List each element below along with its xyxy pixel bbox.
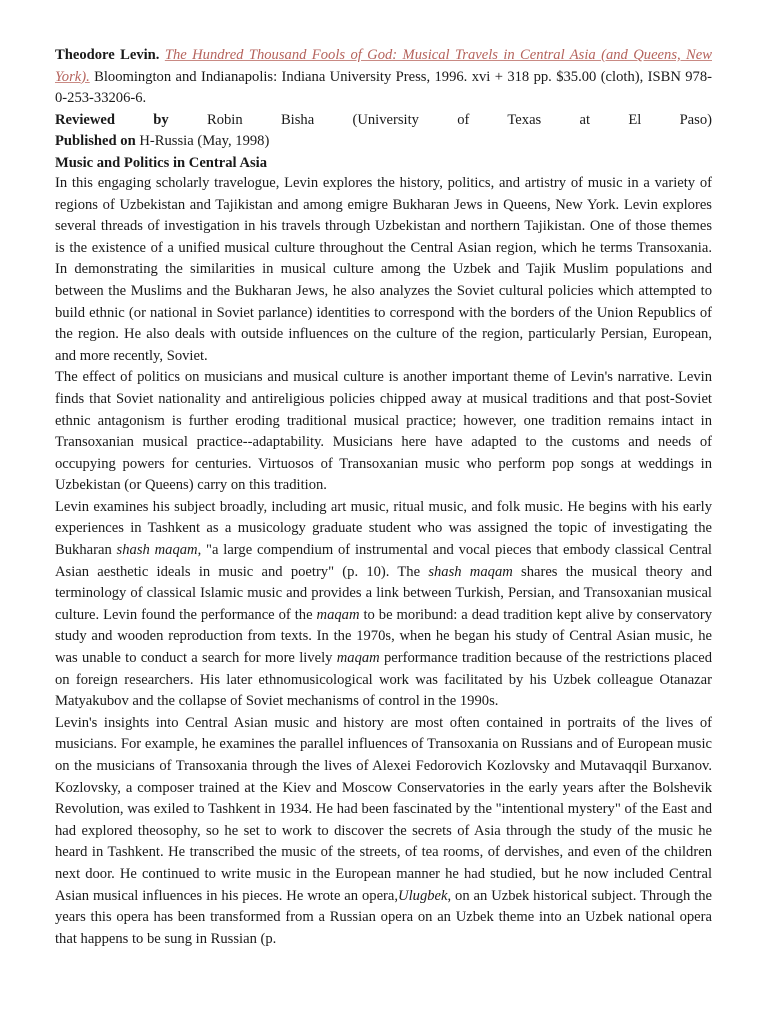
paragraph-3-text: shares the musical theory and terminology of classical Islamic music and provides a link between Turkish, Persian, and Transoxanian musical culture. Levin found the performance of the bbox=[55, 563, 712, 623]
reviewed-by-label: Reviewed by bbox=[55, 111, 169, 128]
term-shash-maqam: shash maqam bbox=[116, 542, 198, 559]
book-author-suffix: . bbox=[155, 47, 160, 63]
reviewed-by-line bbox=[55, 110, 712, 132]
published-on-label: Published on bbox=[55, 133, 136, 150]
paragraph-2: The effect of politics on musicians and musical culture is another important theme of Levin's narrative. Levin finds that Soviet nationality and antireligious policies chipped away at musical traditions and that post-Soviet ethnic antagonism is further eroding traditional musical practice; however, one tradition remains intact in Transoxanian musical practice--adaptability. Musicians here have adapted to the customs and needs of occupying powers for centuries. Virtuosos of Transoxanian music who perform pop songs at weddings in Uzbekistan (or Queens) carry on this tradition. bbox=[55, 369, 712, 494]
paragraph-4 bbox=[55, 713, 712, 951]
paragraph-1: In this engaging scholarly travelogue, Levin explores the history, politics, and artistry of music in a variety of regions of Uzbekistan and Tajikistan and among emigre Bukharan Jews in Queens, New York. Levin explores several threads of investigation in his travels through Uzbekistan and northern Tajikistan. One of those themes is the existence of a unified musical culture throughout the Central Asian region, which he terms Transoxania. In demonstrating the similarities in musical culture among the Uzbek and Tajik Muslim populations and between the Muslims and the Bukharan Jews, he also analyzes the Soviet cultural policies which attempted to build ethnic (or national in Soviet parlance) identities to correspond with the borders of the Union Republics of the region. He also deals with outside influences on the culture of the region, particularly Persian, European, and more recently, Soviet. bbox=[55, 174, 712, 364]
published-on-line bbox=[55, 131, 712, 153]
term-shash-maqam: shash maqam bbox=[428, 563, 513, 580]
section-heading: Music and Politics in Central Asia bbox=[55, 154, 268, 171]
paragraph-3-text: performance tradition because of the restrictions placed on foreign researchers. His later ethnomusicological work was facilitated by his Uzbek colleague Otanazar Matyakubov and the collapse of Soviet mechanisms of control in the 1990s. bbox=[55, 650, 713, 710]
book-title-link[interactable]: The Hundred Thousand Fools of God: Musical Travels in Central Asia (and Queens, New York). bbox=[55, 47, 712, 85]
reviewer: Robin Bisha (University of Texas at El Paso) bbox=[206, 111, 713, 128]
publication-details: Bloomington and Indianapolis: Indiana University Press, 1996. xvi + 318 pp. $35.00 (cloth), ISBN 978-0-253-33206-6. bbox=[55, 68, 712, 107]
published-on-value: H-Russia (May, 1998) bbox=[135, 133, 270, 150]
citation bbox=[55, 45, 712, 110]
paragraph-3-text: to be moribund: a dead tradition kept alive by conservatory study and wooden reproduction from texts. In the 1970s, when he began his study of Central Asian music, he was unable to conduct a search for more lively bbox=[55, 606, 713, 667]
paragraph-4-text: Levin's insights into Central Asian music and history are most often contained in portraits of the lives of musicians. For example, he examines the parallel influences of Transoxania on Russians and of European music on the musicians of Transoxania through the lives of Alexei Fedorovich Kozlovsky and Mutavaqqil Burxanov. Kozlovsky, a composer trained at the Kiev and Moscow Conservatories in the early years after the Bolshevik Revolution, was exiled to Tashkent in 1934. He had been fascinated by the "intentional mystery" of the East and had explored theosophy, so he set to work to discover the secrets of Asia through the study of the music he heard in Tashkent. He transcribed the music of the streets, of tea rooms, of dervishes, and even of the children next door. He continued to write music in the European manner he had studied, but he now included Central Asian musical influences in his pieces. He wrote an opera, bbox=[55, 714, 712, 904]
review-body bbox=[55, 45, 712, 950]
term-maqam: maqam bbox=[336, 650, 380, 667]
paragraph-3-text: Levin examines his subject broadly, including art music, ritual music, and folk music. He begins with his early experiences in Tashkent as a musicology graduate student who was assigned the topic of investigating the Bukharan bbox=[55, 498, 712, 559]
paragraph-3 bbox=[55, 497, 712, 713]
paragraph-4-text: , on an Uzbek historical subject. Through the years this opera has been transformed from a Russian opera on an Uzbek theme into an Uzbek national opera that happens to be sung in Russian (p. bbox=[55, 887, 712, 947]
term-maqam: maqam bbox=[316, 606, 360, 623]
opera-title-ulugbek: Ulugbek bbox=[398, 887, 448, 904]
paragraph-3-text: , "a large compendium of instrumental and vocal pieces that embody classical Central Asian aesthetic ideals in music and poetry" (p. 10). The bbox=[55, 542, 712, 580]
book-author: Theodore Levin bbox=[55, 47, 156, 63]
